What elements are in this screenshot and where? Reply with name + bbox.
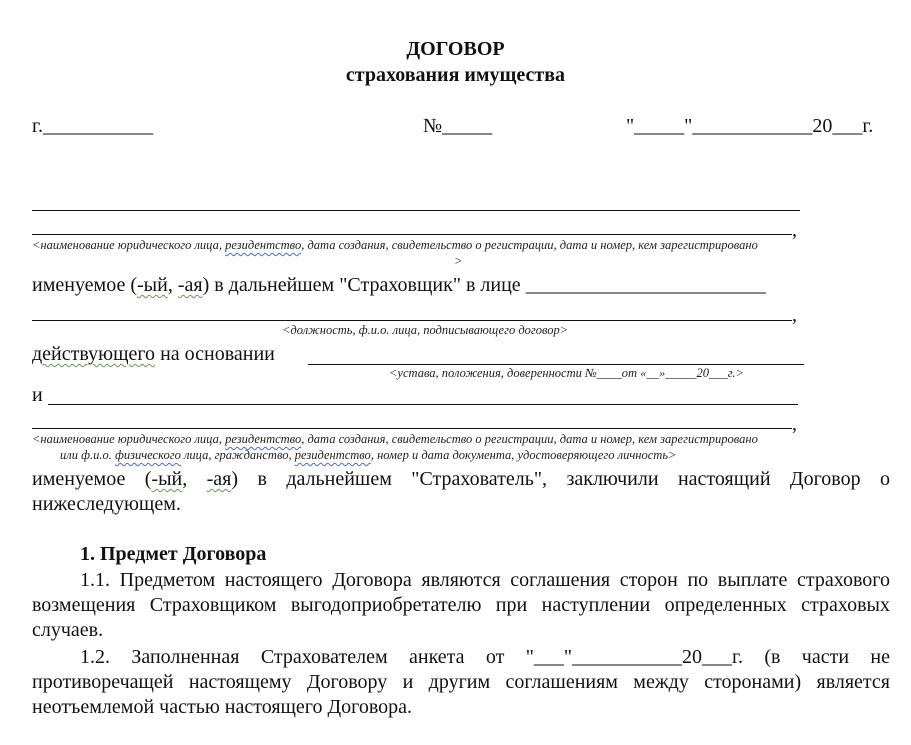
document-subtitle: страхования имущества <box>345 64 566 86</box>
signatory-line <box>32 320 792 321</box>
insurer-name-line-2 <box>32 234 792 235</box>
signatory-hint: <должность, ф.и.о. лица, подписывающего договор> <box>282 323 569 337</box>
comma: , <box>792 219 797 241</box>
contract-date-field: "_____"____________20___г. <box>626 115 874 137</box>
insurer-name-hint: <наименование юридического лица, резидентство, дата создания, свидетельство о регистрации, дата и номер, кем зарегистрировано <box>32 238 758 252</box>
basis-line <box>308 364 804 365</box>
insured-name-hint-2: или ф.и.о. физического лица, гражданство, резидентство, номер и дата документа, удостоверяющего личность> <box>60 448 677 462</box>
insurer-name-line-1 <box>32 210 800 211</box>
comma: , <box>792 413 797 435</box>
basis-label: действующего на основании <box>32 343 275 365</box>
insurer-designation: именуемое (-ый, -ая) в дальнейшем "Страховщик" в лице ________________________ <box>32 274 766 296</box>
insured-name-line-2 <box>32 428 792 429</box>
clause-1-2: 1.2. Заполненная Страхователем анкета от "___"___________20___г. (в части не противоречащей настоящему Договору и другим соглашениям между сторонами) является неотъемлемой частью настоящего Договора. <box>32 646 890 718</box>
insured-designation-paragraph: именуемое (-ый, -ая) в дальнейшем "Страхователь", заключили настоящий Договор о нижеследующем. <box>32 468 890 515</box>
comma: , <box>792 304 797 326</box>
clause-1-1: 1.1. Предметом настоящего Договора являются соглашения сторон по выплате страхового возмещения Страховщиком выгодоприобретателю при наступлении определенных страховых случаев. <box>32 569 890 641</box>
insurer-name-hint-end: > <box>454 254 463 268</box>
and-label: и <box>32 384 43 406</box>
document-title: ДОГОВОР <box>406 38 505 60</box>
city-field: г.___________ <box>32 115 153 137</box>
contract-number-field: №_____ <box>423 115 493 137</box>
insured-name-hint-1: <наименование юридического лица, резидентство, дата создания, свидетельство о регистрации, дата и номер, кем зарегистрировано <box>32 432 758 446</box>
basis-hint: <устава, положения, доверенности №____от «__»_____20___г.> <box>389 366 744 380</box>
section-heading: 1. Предмет Договора <box>80 543 267 565</box>
insured-name-line-1 <box>48 404 798 405</box>
